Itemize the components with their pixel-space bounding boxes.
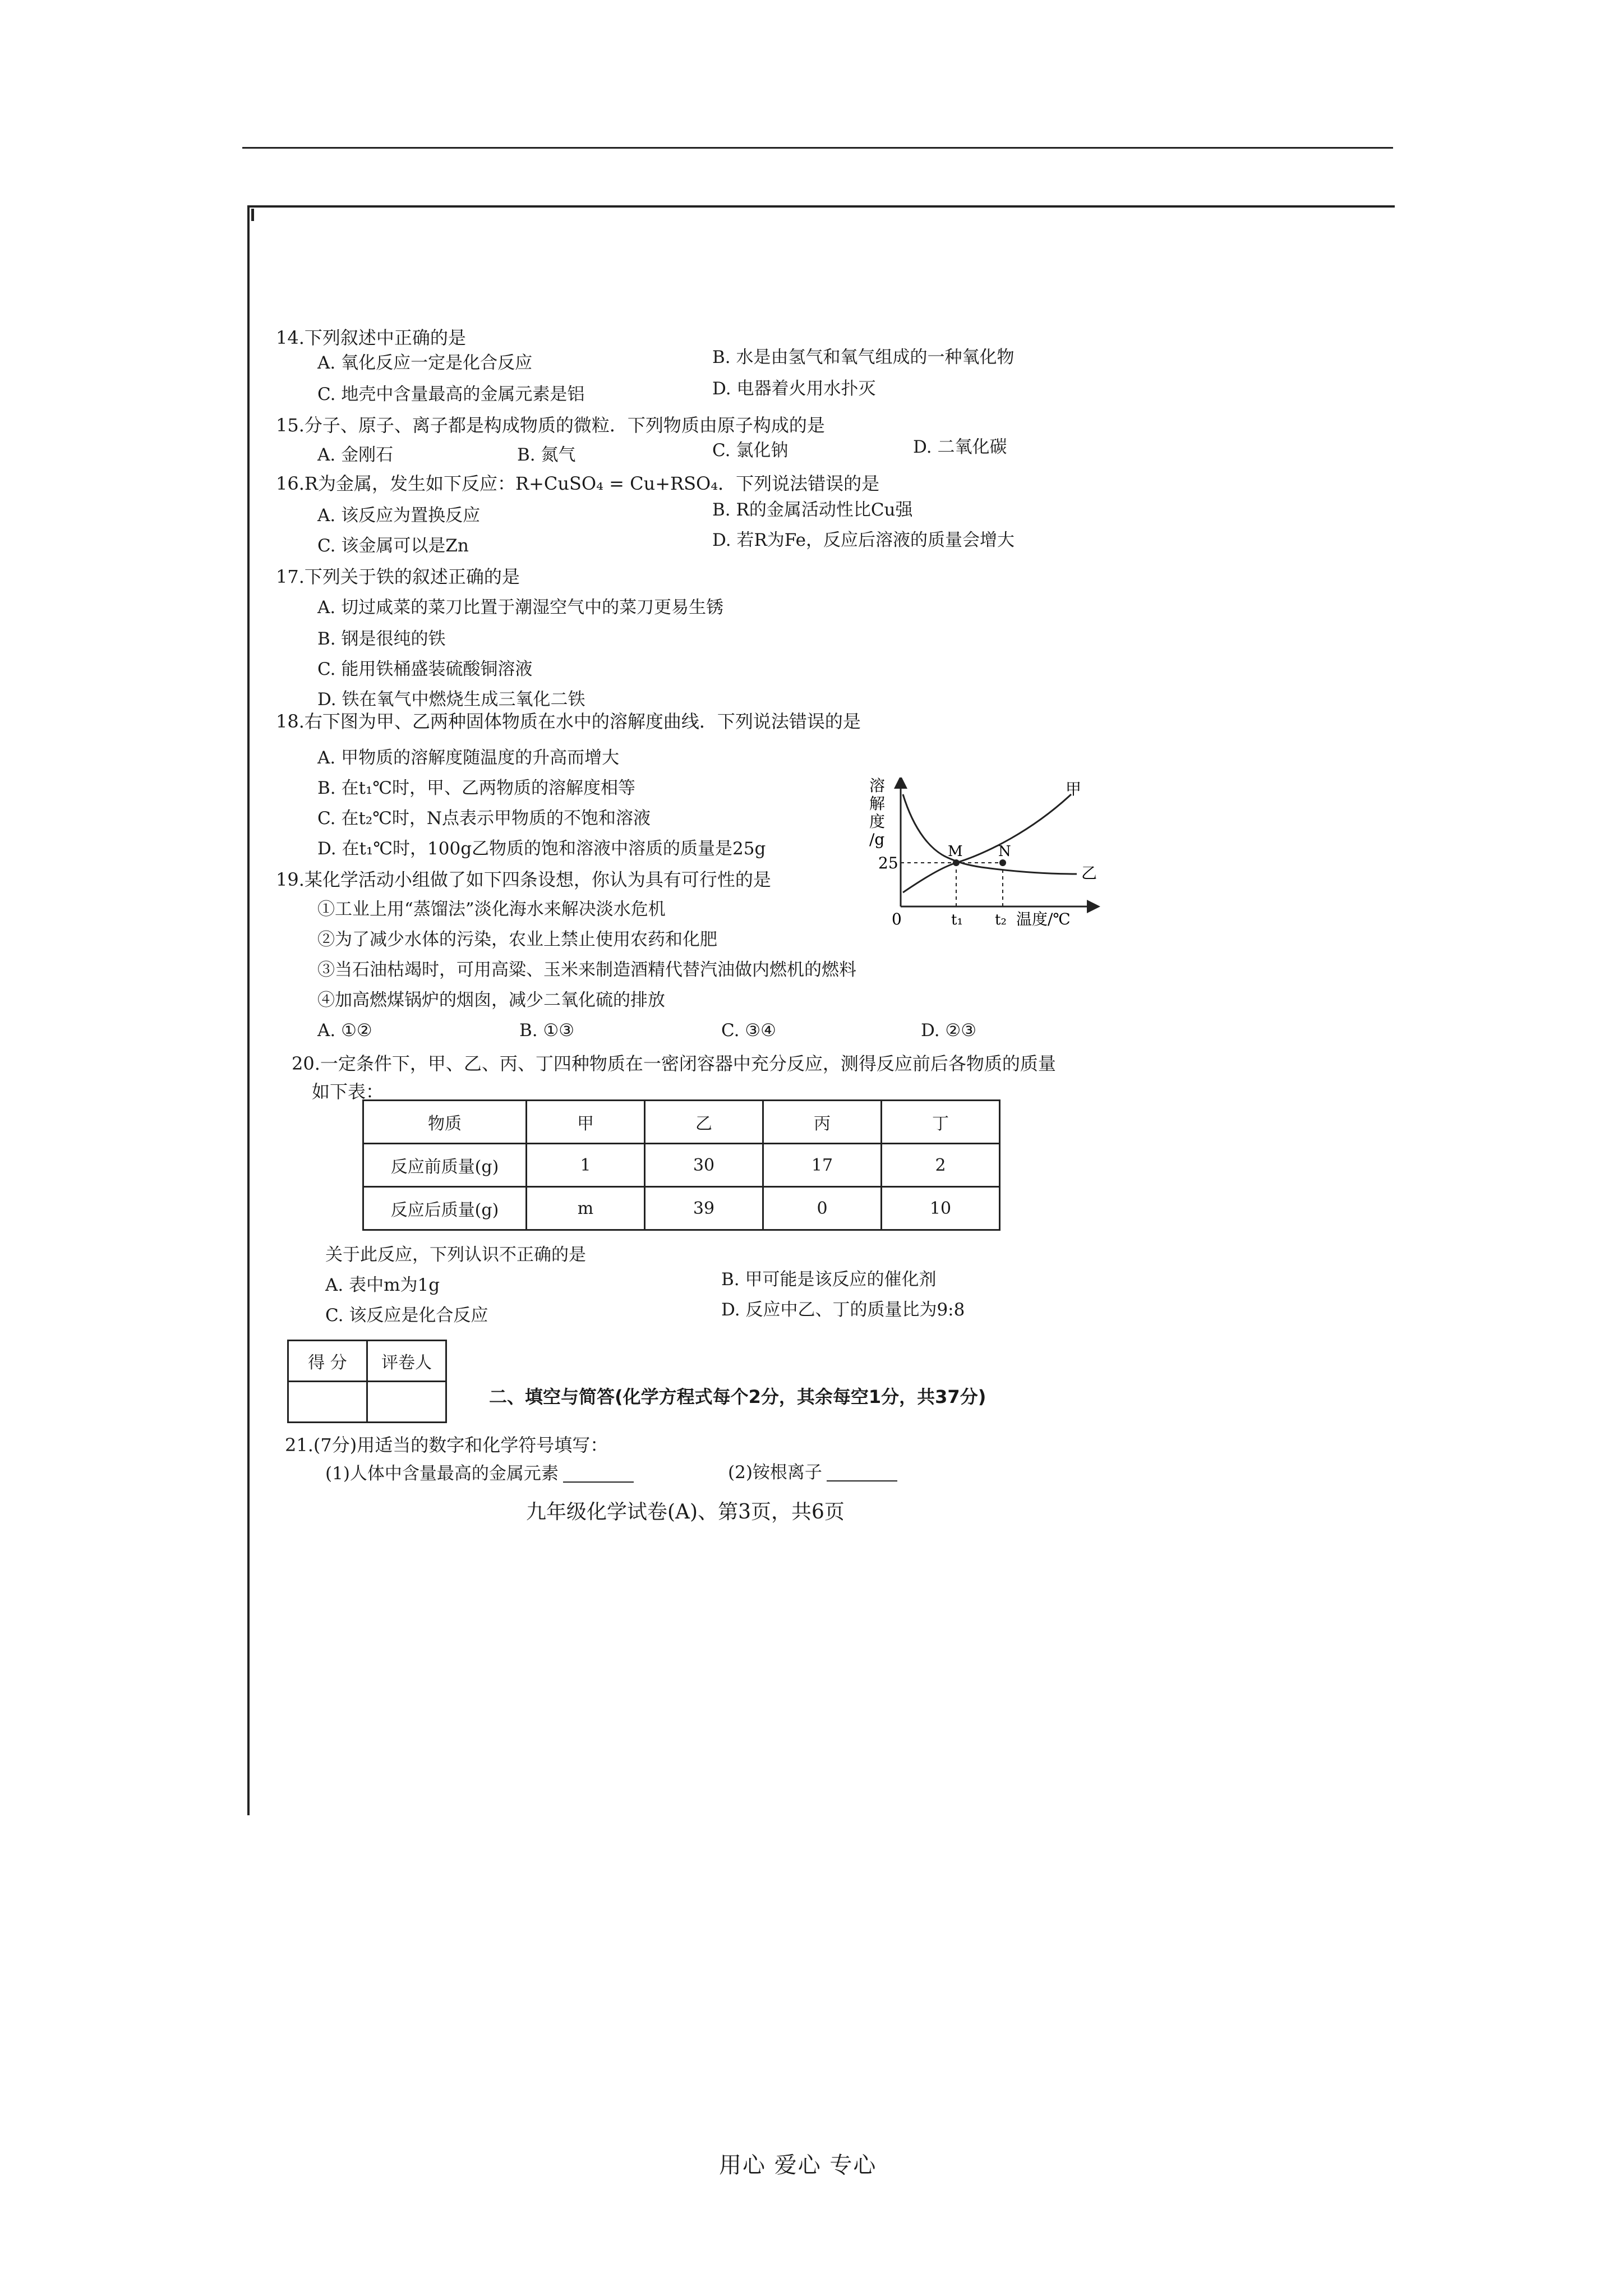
q15-option-a: A. 金刚石 xyxy=(317,445,394,465)
q16-option-b: B. R的金属活动性比Cu强 xyxy=(712,500,913,520)
table-cell: 乙 xyxy=(645,1101,763,1144)
grader-label: 评卷人 xyxy=(367,1341,446,1382)
table-header-row xyxy=(363,1101,1000,1144)
table-cell: 反应前质量(g) xyxy=(363,1144,527,1187)
solubility-chart xyxy=(847,777,1105,929)
table-cell: 反应后质量(g) xyxy=(363,1187,527,1230)
q18-stem: 18.右下图为甲、乙两种固体物质在水中的溶解度曲线．下列说法错误的是 xyxy=(276,711,861,732)
answer-blank-1[interactable] xyxy=(563,1468,634,1483)
ylabel-line4: /g xyxy=(869,830,885,849)
q14-option-a: A. 氧化反应一定是化合反应 xyxy=(317,353,533,373)
ylabel-line1: 溶 xyxy=(869,777,886,795)
header-rule xyxy=(242,147,1393,149)
q18-option-a: A. 甲物质的溶解度随温度的升高而增大 xyxy=(317,748,620,768)
q20-option-d: D. 反应中乙、丁的质量比为9:8 xyxy=(721,1300,965,1320)
series-label-jia: 甲 xyxy=(1066,780,1082,798)
q20-stem-line2: 如下表： xyxy=(312,1081,384,1102)
q16-option-c: C. 该金属可以是Zn xyxy=(317,536,469,556)
series-label-yi: 乙 xyxy=(1081,864,1098,882)
q19-option-d: D. ②③ xyxy=(921,1020,977,1041)
q19-stem: 19.某化学活动小组做了如下四条设想，你认为具有可行性的是 xyxy=(276,869,771,890)
y-tick-25: 25 xyxy=(878,854,898,872)
series-yi-curve xyxy=(903,794,1077,874)
q17-option-d: D. 铁在氧气中燃烧生成三氧化二铁 xyxy=(317,689,585,710)
score-field[interactable] xyxy=(288,1382,367,1423)
origin-label: 0 xyxy=(892,910,902,928)
scan-corner-mark xyxy=(251,209,262,221)
q14-option-d: D. 电器着火用水扑灭 xyxy=(712,379,876,399)
mass-table xyxy=(362,1099,1000,1231)
q15-option-d: D. 二氧化碳 xyxy=(913,437,1007,457)
q17-option-a: A. 切过咸菜的菜刀比置于潮湿空气中的菜刀更易生锈 xyxy=(317,597,724,618)
table-cell: 物质 xyxy=(363,1101,527,1144)
q15-stem: 15.分子、原子、离子都是构成物质的微粒．下列物质由原子构成的是 xyxy=(276,415,825,436)
q19-option-a: A. ①② xyxy=(317,1020,372,1041)
table-cell: 1 xyxy=(527,1144,645,1187)
q17-option-b: B. 钢是很纯的铁 xyxy=(317,629,446,649)
q18-option-b: B. 在t₁℃时，甲、乙两物质的溶解度相等 xyxy=(317,778,636,798)
bottom-slogan: 用心 爱心 专心 xyxy=(719,2152,877,2178)
q18-option-c: C. 在t₂℃时，N点表示甲物质的不饱和溶液 xyxy=(317,808,651,829)
q17-option-c: C. 能用铁桶盛装硫酸铜溶液 xyxy=(317,659,533,679)
scan-border-left xyxy=(247,205,250,1815)
table-row xyxy=(363,1144,1000,1187)
q21-stem: 21.(7分)用适当的数字和化学符号填写： xyxy=(285,1434,608,1456)
q20-option-c: C. 该反应是化合反应 xyxy=(325,1305,488,1326)
table-cell: 10 xyxy=(882,1187,1000,1230)
q14-option-b: B. 水是由氢气和氧气组成的一种氧化物 xyxy=(712,347,1015,367)
table-cell: 2 xyxy=(882,1144,1000,1187)
q17-stem: 17.下列关于铁的叙述正确的是 xyxy=(276,566,520,587)
xlabel: 温度/℃ xyxy=(1016,910,1071,928)
q21-part-2 xyxy=(728,1464,897,1481)
q19-option-b: B. ①③ xyxy=(519,1020,575,1041)
q19-item-4: ④加高燃煤锅炉的烟囱，减少二氧化硫的排放 xyxy=(317,990,665,1010)
q20-option-a: A. 表中m为1g xyxy=(325,1275,440,1295)
q15-option-c: C. 氯化钠 xyxy=(712,440,789,461)
ylabel-line2: 解 xyxy=(869,794,886,813)
q20-stem-line1: 20.一定条件下，甲、乙、丙、丁四种物质在一密闭容器中充分反应，测得反应前后各物质的质量 xyxy=(292,1053,1056,1074)
scan-border-top xyxy=(250,205,1395,208)
point-label-m: M xyxy=(948,843,963,860)
q14-stem: 14.下列叙述中正确的是 xyxy=(276,327,466,348)
q21-part-1 xyxy=(325,1465,634,1483)
q19-item-1: ①工业上用“蒸馏法”淡化海水来解决淡水危机 xyxy=(317,899,666,919)
table-cell: 39 xyxy=(645,1187,763,1230)
grader-field[interactable] xyxy=(367,1382,446,1423)
q16-option-a: A. 该反应为置换反应 xyxy=(317,505,481,526)
q21-part-2-label: (2)铵根离子 xyxy=(728,1462,822,1483)
point-m xyxy=(953,859,960,866)
q20-option-b: B. 甲可能是该反应的催化剂 xyxy=(721,1269,937,1290)
table-cell: 0 xyxy=(763,1187,882,1230)
x-tick-t1: t₁ xyxy=(951,912,963,928)
point-label-n: N xyxy=(998,843,1011,860)
x-tick-t2: t₂ xyxy=(995,912,1007,928)
table-cell: 30 xyxy=(645,1144,763,1187)
q19-item-3: ③当石油枯竭时，可用高粱、玉米来制造酒精代替汽油做内燃机的燃料 xyxy=(317,960,856,980)
q16-option-d: D. 若R为Fe，反应后溶液的质量会增大 xyxy=(712,530,1015,550)
q19-item-2: ②为了减少水体的污染，农业上禁止使用农药和化肥 xyxy=(317,930,717,950)
table-cell: m xyxy=(527,1187,645,1230)
table-cell: 丁 xyxy=(882,1101,1000,1144)
table-cell: 甲 xyxy=(527,1101,645,1144)
q18-option-d: D. 在t₁℃时，100g乙物质的饱和溶液中溶质的质量是25g xyxy=(317,839,766,859)
table-cell: 丙 xyxy=(763,1101,882,1144)
table-cell: 17 xyxy=(763,1144,882,1187)
q14-option-c: C. 地壳中含量最高的金属元素是铝 xyxy=(317,384,585,404)
ylabel-line3: 度 xyxy=(869,812,886,831)
q21-part-1-label: (1)人体中含量最高的金属元素 xyxy=(325,1464,559,1484)
score-label: 得 分 xyxy=(288,1341,367,1382)
q20-sub: 关于此反应，下列认识不正确的是 xyxy=(325,1245,586,1265)
q16-stem: 16.R为金属，发生如下反应：R+CuSO₄ = Cu+RSO₄．下列说法错误的是 xyxy=(276,473,880,494)
answer-blank-2[interactable] xyxy=(827,1467,897,1481)
q19-option-c: C. ③④ xyxy=(721,1020,776,1041)
page-footer: 九年级化学试卷(A)、第3页，共6页 xyxy=(526,1501,845,1524)
point-n xyxy=(999,859,1006,866)
section-2-title: 二、填空与简答(化学方程式每个2分，其余每空1分，共37分) xyxy=(489,1386,986,1407)
q15-option-b: B. 氮气 xyxy=(517,445,576,465)
score-box xyxy=(287,1340,447,1423)
table-row xyxy=(363,1187,1000,1230)
